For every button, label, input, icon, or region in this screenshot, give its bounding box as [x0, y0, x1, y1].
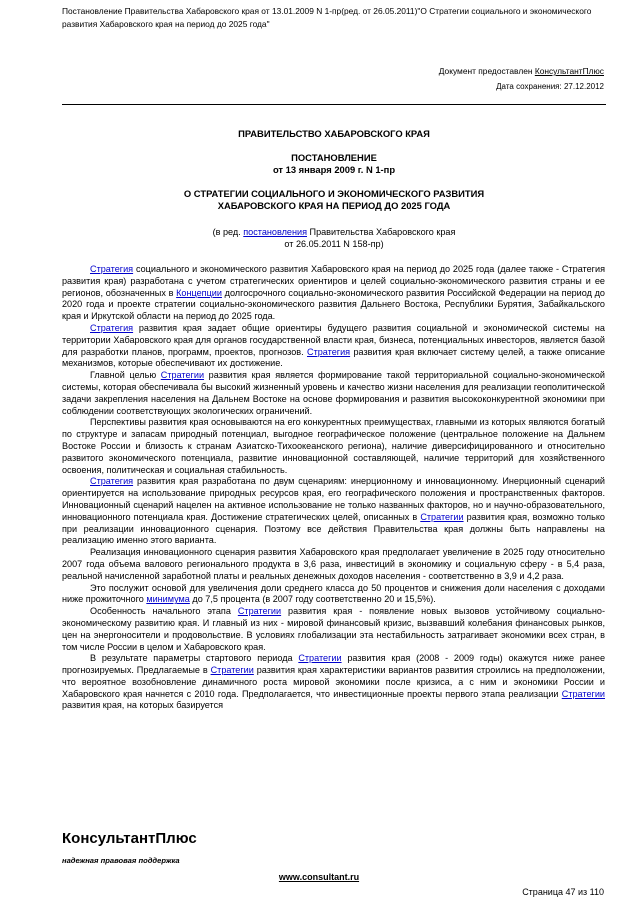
- strategy-link[interactable]: Стратегии: [420, 511, 464, 522]
- paragraph-text: В результате параметры стартового периода: [90, 653, 299, 664]
- paragraph-text: развития края задает общие ориентиры будущего развития социальной и экономической системы на территории Хабаровского края для органов государственной власти края, бизнеса, потенциальных инвесторов, является базой для разработки планов, программ, проектов, прогнозов.: [62, 322, 605, 357]
- strategy-link[interactable]: Стратегии: [298, 653, 342, 664]
- paragraph-text: развития края является формирование такой территориальной социально-экономической системы, которая обеспечивала бы высокий жизненный уровень и качество жизни населения для реализации геополитической задачи закрепления населения на Дальнем Востоке на основе формирования и развития высококонкурентной экономики при соблюдении соответствующих экологических ограничений.: [62, 370, 605, 416]
- strategy-link[interactable]: Стратегия: [90, 476, 134, 487]
- paragraph: [62, 417, 605, 476]
- paragraph-text: развития края, на которых базируется: [62, 700, 224, 711]
- paragraph-text: развития края, возможно только при реализации инновационного сценария. Поэтому все действия Правительства края должны быть направлены на реализацию именно этого варианта.: [62, 511, 605, 546]
- consultant-url-link[interactable]: www.consultant.ru: [278, 872, 360, 882]
- doc-title-line2: ХАБАРОВСКОГО КРАЯ НА ПЕРИОД ДО 2025 ГОДА: [217, 200, 451, 211]
- paragraph-text: до 7,5 процента (в 2007 году соответственно 20 и 15,5%).: [189, 594, 436, 605]
- strategy-link[interactable]: Стратегия: [307, 346, 351, 357]
- strategy-link[interactable]: Стратегии: [160, 370, 205, 381]
- paragraph-text: Особенность начального этапа: [90, 606, 238, 617]
- page-number: Страница 47 из 110: [522, 887, 604, 897]
- edition-link[interactable]: постановления: [243, 227, 307, 237]
- header-title-line2: развития Хабаровского края на период до 2025 года": [62, 19, 270, 29]
- paragraph-text: Это послужит основой для увеличения доли среднего класса до 50 процентов и снижения доли населения с доходами ниже прожиточного: [62, 582, 605, 605]
- consultant-tagline: надежная правовая поддержка: [62, 856, 180, 865]
- consultant-link[interactable]: КонсультантПлюс: [534, 66, 604, 76]
- document-header-title: [62, 5, 622, 31]
- header-divider: [62, 104, 606, 105]
- strategy-link[interactable]: Стратегии: [237, 606, 282, 617]
- paragraph-text: Перспективы развития края основываются на его конкурентных преимуществах, главными из которых являются богатый по структуре и запасам природный потенциал, выгодное географическое положение (центральное положение на Дальнем Востоке России и близость к странам Азиатско-Тихоокеанского региона), наличие диверсифицированного и относительно развитого экономического потенциала, развитие инновационной составляющей, наличие территорий для хозяйственного освоения, политическая и социальная стабильность.: [62, 417, 605, 475]
- strategy-link[interactable]: Стратегии: [210, 665, 254, 676]
- paragraph: [62, 370, 605, 417]
- paragraph-text: долгосрочного социально-экономического развития Российской Федерации на период до 2020 года и проекте стратегии социально-экономического развития Дальнего Востока, Республики Бурятия, Забайкальского края и Иркутской области на период до 2025 года.: [62, 287, 605, 322]
- paragraph: [62, 583, 605, 607]
- save-date: Дата сохранения: 27.12.2012: [496, 82, 604, 91]
- paragraph: [62, 547, 605, 582]
- doc-date-heading: от 13 января 2009 г. N 1-пр: [272, 164, 396, 175]
- paragraph-text: развития края характеристики вариантов развития строились на предположении, что вероятное возобновление динамичного роста мировой экономики после кризиса, а с ним и экономики России и Хабаровского края начнется с 2010 года. Предполагается, что инвестиционные проекты первого этапа реализации: [62, 665, 605, 699]
- edition-note-line2: от 26.05.2011 N 158-пр): [284, 239, 384, 249]
- strategy-link[interactable]: Концепции: [176, 287, 222, 298]
- edition-prefix: (в ред.: [212, 227, 244, 237]
- paragraph-text: развития края включает систему целей, а также описание механизмов, которые обеспечивают их достижение.: [62, 346, 605, 369]
- provided-by-prefix: Документ предоставлен: [438, 66, 535, 76]
- strategy-link[interactable]: Стратегия: [90, 264, 134, 274]
- paragraph-text: развития края - появление новых вызовов устойчивому социально-экономическому развитию края. И главный из них - мировой финансовый кризис, вызвавший колебания финансовых рынков, цен на энергоносители и продовольствие. В условиях глобализации эта нестабильность затрагивает экономики всех стран, в том числе России в целом и Хабаровского края.: [62, 606, 605, 652]
- paragraph: [62, 476, 605, 547]
- consultant-logo: КонсультантПлюс: [62, 830, 197, 847]
- header-title-line1: Постановление Правительства Хабаровского края от 13.01.2009 N 1-пр(ред. от 26.05.2011)"О Стратегии социального и экономического: [62, 6, 592, 16]
- strategy-link[interactable]: минимума: [146, 594, 190, 605]
- doc-title-line1: О СТРАТЕГИИ СОЦИАЛЬНОГО И ЭКОНОМИЧЕСКОГО РАЗВИТИЯ: [183, 188, 485, 199]
- paragraph-text: Реализация инновационного сценария развития Хабаровского края предполагает увеличение в 2025 году относительно 2007 года объема валового регионального продукта в 3,6 раза, инвестиций в экономику и социальную сферу - в 5,4 раза, реальной начисленной заработной платы и реальных денежных доходов населения - соответственно в 3,9 и 4,2 раза.: [62, 547, 605, 581]
- document-body: [62, 264, 605, 824]
- strategy-link[interactable]: Стратегии: [561, 688, 605, 699]
- paragraph: [62, 653, 605, 712]
- paragraph-text: развития края разработана по двум сценариям: инерционному и инновационному. Инерционный сценарий ориентируется на использование природных ресурсов края, его географического положения и пространственных факторов. Инновационный сценарий нацелен на активное использование не только названных факторов, но и научно-образовательного, инновационного потенциала края. Достижение стратегических целей, описанных в: [62, 476, 605, 522]
- edition-suffix: Правительства Хабаровского края: [307, 227, 456, 237]
- paragraph-text: социального и экономического развития Хабаровского края на период до 2025 года (далее также - Стратегия развития края) разработана с учетом стратегических ориентиров и целей социально-экономического развития страны и ее регионов, обозначенных в: [62, 264, 605, 298]
- paragraph-text: развития края (2008 - 2009 годы) окажутся ниже ранее прогнозируемых. Предлагаемые в: [62, 653, 605, 676]
- strategy-link[interactable]: Стратегия: [90, 322, 134, 333]
- authority-heading: ПРАВИТЕЛЬСТВО ХАБАРОВСКОГО КРАЯ: [238, 128, 430, 139]
- edition-note: [62, 226, 606, 238]
- provided-by: [439, 66, 604, 76]
- paragraph: [62, 606, 605, 653]
- paragraph-text: Главной целью: [90, 370, 161, 381]
- paragraph: [62, 323, 605, 370]
- doc-type-heading: ПОСТАНОВЛЕНИЕ: [291, 152, 377, 163]
- paragraph: [62, 264, 605, 323]
